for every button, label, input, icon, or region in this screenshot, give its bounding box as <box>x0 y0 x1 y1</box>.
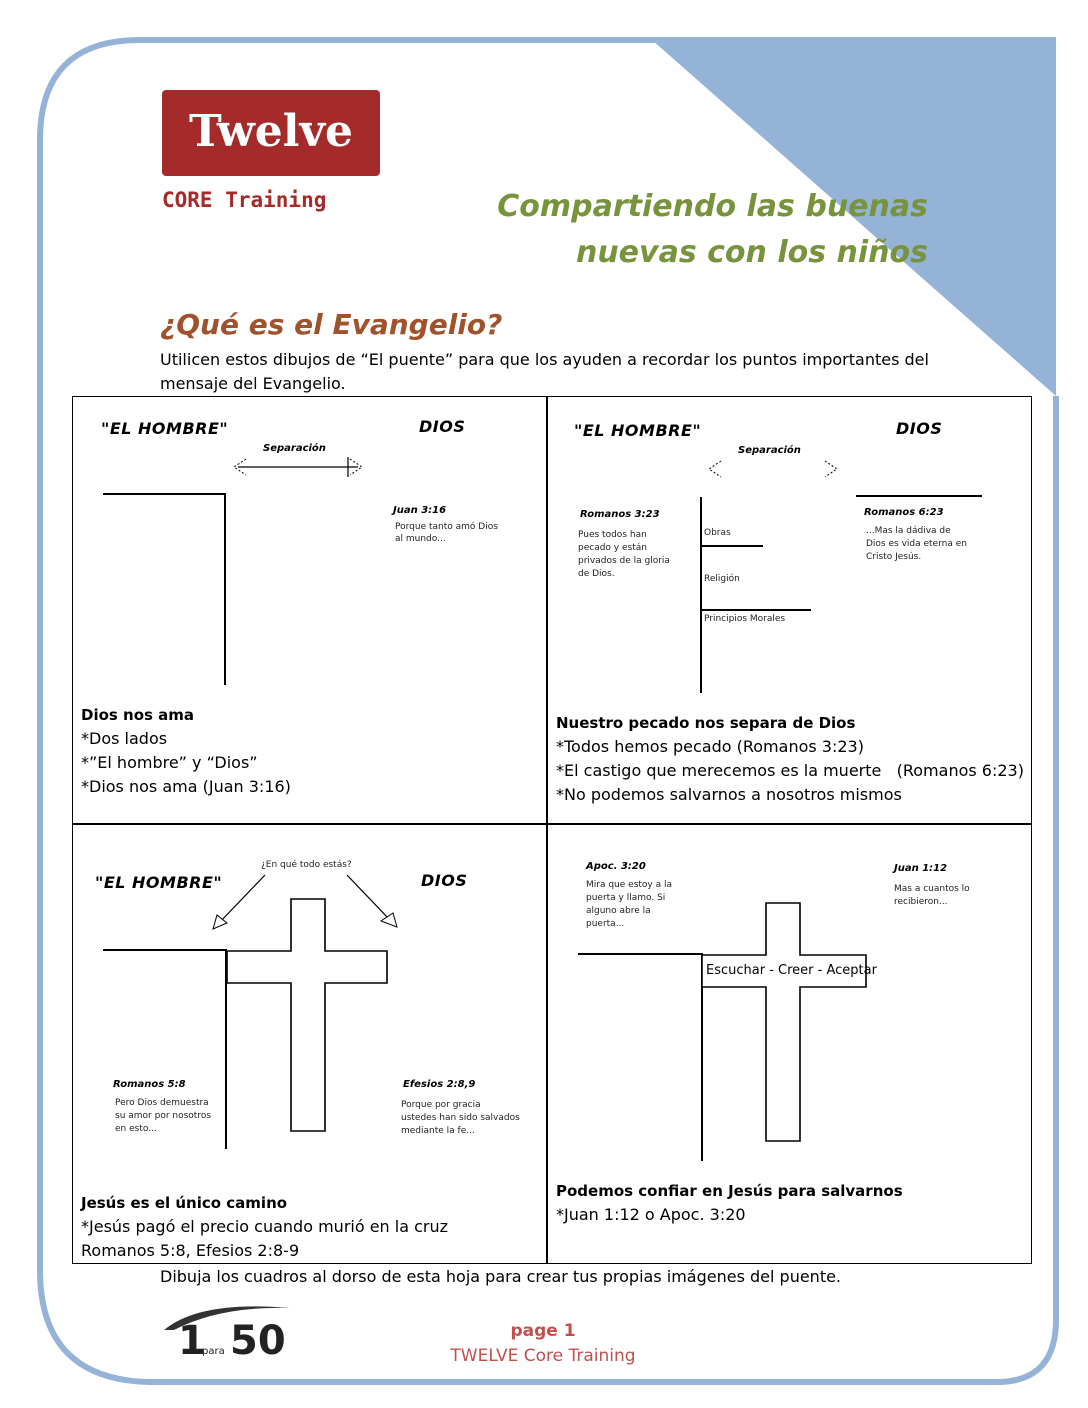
panel-2-caption-line: *Todos hemos pecado (Romanos 3:23) <box>556 737 864 756</box>
panel-1-verse-ref: Juan 3:16 <box>393 505 447 516</box>
panel-2-left-text: privados de la gloria <box>578 556 670 566</box>
panel-2-right-text: ...Mas la dádiva de <box>866 526 951 536</box>
panel-4-left-text: Mira que estoy a la <box>586 880 672 890</box>
panel-1-god-label: DIOS <box>419 417 466 436</box>
panel-1-cliff-edge <box>224 493 226 685</box>
panel-4-right-ref: Juan 1:12 <box>894 863 948 874</box>
panel-3-caption <box>81 1191 448 1263</box>
twelve-logo <box>162 90 382 222</box>
panel-2-caption-line: *El castigo que merecemos es la muerte (Romanos 6:23) <box>556 761 1024 780</box>
panel-3-cross <box>225 897 389 1133</box>
panel-4-left-text: puerta... <box>586 919 625 929</box>
panel-1-verse-text-2: al mundo... <box>395 534 446 544</box>
panel-2-cliff-edge <box>700 497 702 693</box>
panel-4-left-ref: Apoc. 3:20 <box>586 861 646 872</box>
panel-3-caption-title: Jesús es el único camino <box>81 1194 288 1212</box>
title-line-2: nuevas con los niños <box>575 235 928 270</box>
panel-2-ladder-rung <box>701 609 811 611</box>
panel-1-caption-title: Dios nos ama <box>81 706 195 724</box>
panel-4-cross-text: Escuchar - Creer - Aceptar <box>706 963 877 978</box>
page-number: page 1 <box>510 1321 576 1341</box>
logo-para: para <box>202 1346 225 1357</box>
panel-2-right-text: Cristo Jesús. <box>866 552 922 562</box>
panel-1-verse-text-1: Porque tanto amó Dios <box>395 522 498 532</box>
intro-line-2: mensaje del Evangelio. <box>160 374 346 393</box>
panel-1-caption-line: *Dios nos ama (Juan 3:16) <box>81 777 291 796</box>
panel-2-right-ref: Romanos 6:23 <box>864 507 944 518</box>
panel-2-god-cliff-top <box>856 495 982 497</box>
panel-3-man-label: "EL HOMBRE" <box>95 873 223 892</box>
panel-4 <box>548 825 1031 1263</box>
panel-3-right-ref: Efesios 2:8,9 <box>403 1079 476 1090</box>
panel-3-god-label: DIOS <box>421 871 468 890</box>
logo-one: 1 <box>178 1318 206 1364</box>
panel-3-question: ¿En qué todo estás? <box>261 860 352 870</box>
panel-4-caption-line: *Juan 1:12 o Apoc. 3:20 <box>556 1205 746 1224</box>
panel-2-right-text: Dios es vida eterna en <box>866 539 967 549</box>
panel-2-left-ref: Romanos 3:23 <box>580 509 660 520</box>
panel-2-man-label: "EL HOMBRE" <box>574 421 702 440</box>
panel-2-ladder-label: Religión <box>704 574 740 584</box>
section-intro <box>160 348 960 396</box>
panel-2-separation-arrow <box>703 457 843 481</box>
panel-1-caption-line: *”El hombre” y “Dios” <box>81 753 258 772</box>
footer-note: Dibuja los cuadros al dorso de esta hoja para crear tus propias imágenes del puente. <box>160 1267 842 1286</box>
panel-3-left-text: su amor por nosotros <box>115 1111 212 1121</box>
panel-2-god-label: DIOS <box>896 419 943 438</box>
panel-4-caption <box>556 1179 903 1227</box>
panel-3-right-text: ustedes han sido salvados <box>401 1113 520 1123</box>
panel-1 <box>73 397 546 823</box>
panel-4-right-text: Mas a cuantos lo <box>894 884 970 894</box>
panel-1-separation-arrow <box>228 455 368 479</box>
panel-2-caption-line: *No podemos salvarnos a nosotros mismos <box>556 785 902 804</box>
panel-2-separation-label: Separación <box>738 445 801 456</box>
one-para-fifty-logo <box>160 1302 292 1366</box>
panel-2-caption <box>556 711 1024 807</box>
panel-4-left-text: puerta y llamo. Si <box>586 893 666 903</box>
panel-3-left-ref: Romanos 5:8 <box>113 1079 186 1090</box>
panel-4-right-text: recibieron... <box>894 897 948 907</box>
panel-4-left-text: alguno abre la <box>586 906 651 916</box>
section-heading: ¿Qué es el Evangelio? <box>160 308 503 341</box>
panel-3-caption-line: Romanos 5:8, Efesios 2:8-9 <box>81 1241 300 1260</box>
panel-4-caption-title: Podemos confiar en Jesús para salvarnos <box>556 1182 903 1200</box>
panel-1-cliff-top <box>103 493 225 495</box>
panel-2-ladder-rung <box>701 545 763 547</box>
panel-1-man-label: "EL HOMBRE" <box>101 419 229 438</box>
footer-org: TWELVE Core Training <box>450 1346 636 1366</box>
panel-3-caption-line: *Jesús pagó el precio cuando murió en la cruz <box>81 1217 449 1236</box>
title-line-1: Compartiendo las buenas <box>497 189 928 224</box>
panel-2-left-text: de Dios. <box>578 569 615 579</box>
panel-2-left-text: Pues todos han <box>578 530 647 540</box>
panel-2 <box>548 397 1031 823</box>
panel-1-caption-line: *Dos lados <box>81 729 168 748</box>
panel-3-right-text: Porque por gracia <box>401 1100 481 1110</box>
panel-3 <box>73 825 546 1263</box>
bridge-diagram-grid <box>72 396 1032 1264</box>
panel-3-left-text: en esto... <box>115 1124 157 1134</box>
panel-2-caption-title: Nuestro pecado nos separa de Dios <box>556 714 856 732</box>
panel-1-separation-label: Separación <box>263 443 326 454</box>
page-title <box>430 184 928 276</box>
panel-4-cross <box>702 901 868 1145</box>
panel-2-ladder-label: Principios Morales <box>704 614 786 624</box>
panel-1-caption <box>81 703 291 799</box>
panel-3-left-text: Pero Dios demuestra <box>115 1098 209 1108</box>
panel-2-left-text: pecado y están <box>578 543 647 553</box>
panel-4-cliff-top <box>578 953 702 955</box>
intro-line-1: Utilicen estos dibujos de “El puente” para que los ayuden a recordar los puntos importantes del <box>160 350 929 369</box>
panel-3-cliff-top <box>103 949 225 951</box>
logo-sub: CORE Training <box>162 188 327 212</box>
panel-3-right-text: mediante la fe... <box>401 1126 475 1136</box>
logo-fifty: 50 <box>230 1318 286 1364</box>
panel-2-ladder-label: Obras <box>704 528 731 538</box>
logo-word: Twelve <box>188 106 354 157</box>
